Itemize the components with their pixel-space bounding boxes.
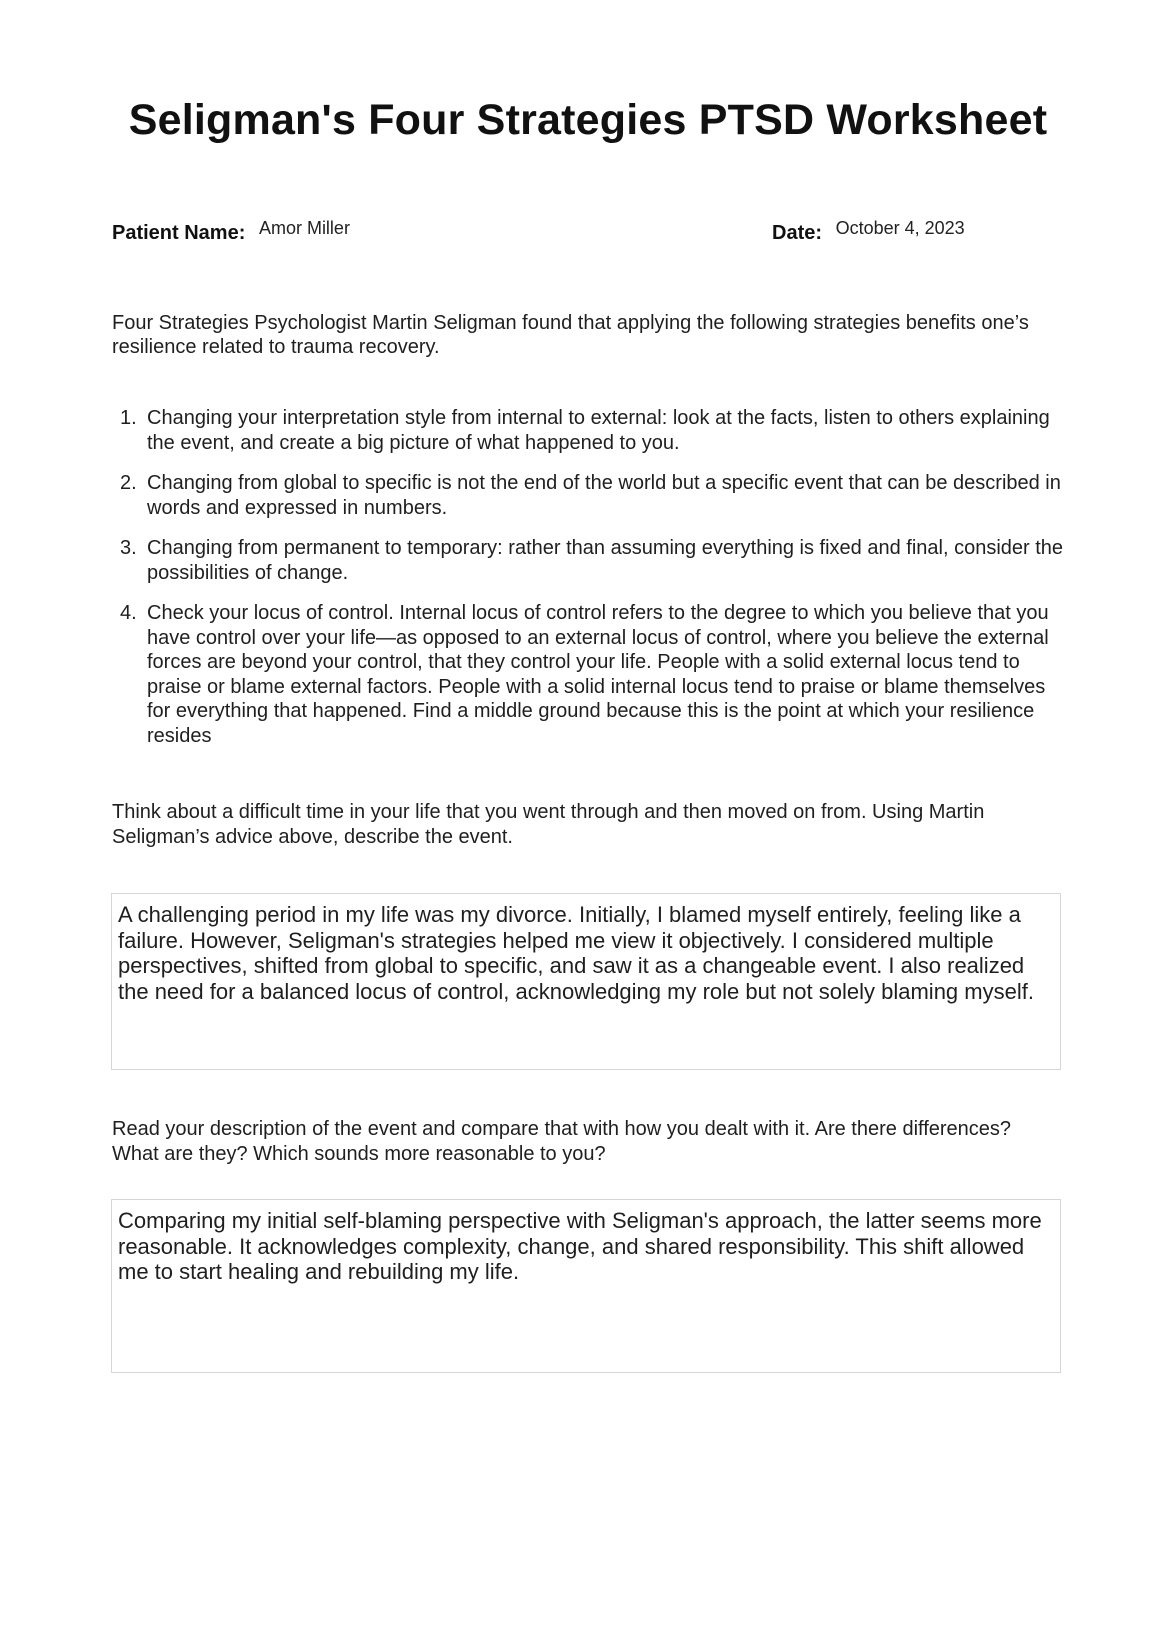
patient-name-value: Amor Miller (258, 218, 350, 238)
strategy-item (112, 601, 1067, 748)
strategy-item (112, 406, 1067, 455)
date-value: October 4, 2023 (835, 218, 965, 238)
strategy-item (112, 471, 1067, 520)
strategy-text: Changing from global to specific is not the end of the world but a specific event that can be described in words and expressed in numbers. (147, 472, 1061, 519)
intro-paragraph: Four Strategies Psychologist Martin Seligman found that applying the following strategies benefits one’s resilience related to trauma recovery. (112, 312, 1029, 358)
strategy-number: 1. (120, 407, 137, 429)
patient-name-row (112, 218, 350, 245)
strategy-number: 2. (120, 472, 137, 494)
strategies-list (112, 406, 1067, 764)
date-row (772, 218, 965, 245)
question-1-answer-box[interactable]: A challenging period in my life was my divorce. Initially, I blamed myself entirely, feeling like a failure. However, Seligman's strategies helped me view it objectively. I considered multiple perspectives, shifted from global to specific, and saw it as a changeable event. I also realized the need for a balanced locus of control, acknowledging my role but not solely blaming myself. (111, 893, 1061, 1070)
question-2-prompt: Read your description of the event and compare that with how you dealt with it. Are there differences? What are they? Which sounds more reasonable to you? (112, 1118, 1012, 1165)
strategy-text: Check your locus of control. Internal locus of control refers to the degree to which you believe that you have control over your life—as opposed to an external locus of control, where you believe the external forces are beyond your control, that they control your life. People with a solid external locus tend to praise or blame external factors. People with a solid internal locus tend to praise or blame themselves for everything that happened. Find a middle ground because this is the point at which your resilience resides (147, 602, 1049, 747)
strategy-text: Changing your interpretation style from internal to external: look at the facts, listen to others explaining the event, and create a big picture of what happened to you. (147, 407, 1050, 454)
patient-name-label: Patient Name: (112, 222, 246, 244)
strategy-item (112, 536, 1067, 585)
question-2-answer-box[interactable]: Comparing my initial self-blaming perspective with Seligman's approach, the latter seems more reasonable. It acknowledges complexity, change, and shared responsibility. This shift allowed me to start healing and rebuilding my life. (111, 1199, 1061, 1373)
strategy-number: 4. (120, 602, 137, 624)
strategy-text: Changing from permanent to temporary: rather than assuming everything is fixed and final, consider the possibilities of change. (147, 537, 1064, 584)
strategy-number: 3. (120, 537, 137, 559)
question-1-prompt: Think about a difficult time in your life that you went through and then moved on from. Using Martin Seligman’s advice above, describe the event. (112, 801, 985, 848)
page-title: Seligman's Four Strategies PTSD Worksheet (128, 96, 1048, 144)
date-label: Date: (772, 222, 823, 244)
